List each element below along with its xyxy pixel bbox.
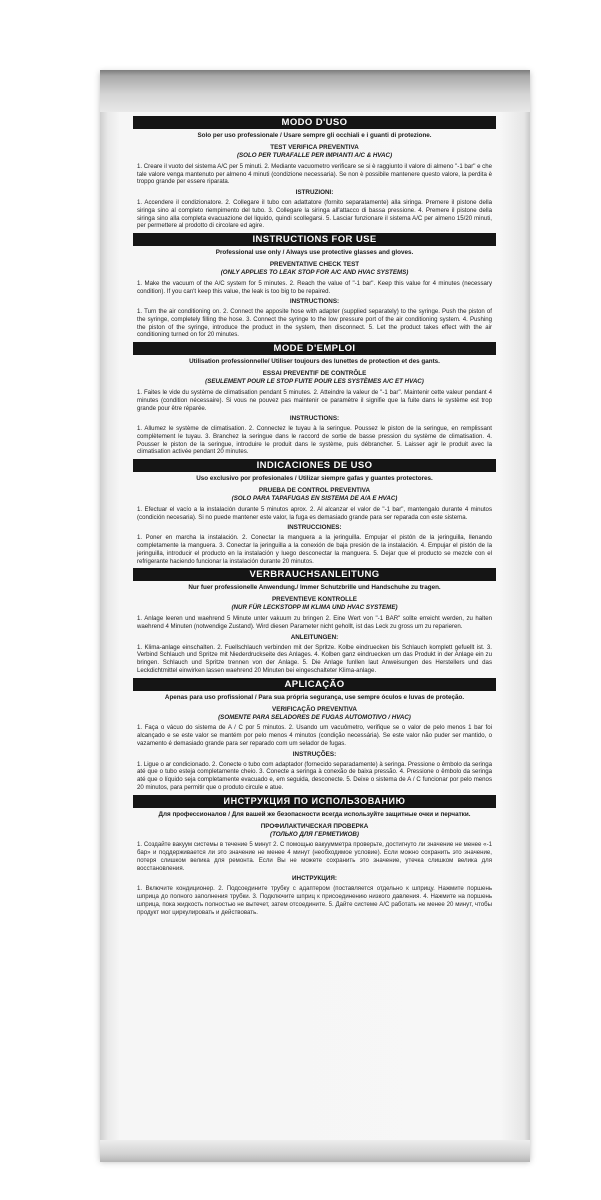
instructions-title: INSTRUCCIONES: (287, 524, 342, 532)
instructions-title: INSTRUÇÕES: (292, 750, 337, 758)
safety-note: Apenas para uso profissional / Para sua própria segurança, use sempre óculos e luvas de proteção. (164, 693, 465, 701)
check-subtitle: (ТОЛЬКО ДЛЯ ГЕРМЕТИКОВ) (270, 830, 359, 838)
instructions-text: 1. Poner en marcha la instalación. 2. Conectar la manguera a la jeringuilla. Empujar el pistón de la jeringuilla, llenando completamente la manguera. 3. Conectar la jeringuilla a la conexión de baja presión de la instalación. 4. Empujar el pistón de la jeringuilla, introducir el producto en la instalación y luego desconectar la manguera. 5. Dejar que el producto se mezcle con el refrigerante haciendo funcionar la instalación durante 20 minutos. (137, 534, 492, 565)
check-text: 1. Efectuar el vacío a la instalación durante 5 minutos aprox. 2. Al alcanzar el valor de "-1 bar", mantengalo durante 4 minutos (condición necesaria). Si no puede mantener este valor, la fuga es demasiado grande para ser reparada con este sistema. (137, 506, 492, 521)
instructions-title: ИНСТРУКЦИЯ: (292, 875, 337, 883)
section-spanish (137, 459, 492, 565)
instructions-title: ISTRUZIONI: (295, 189, 334, 197)
box-top-shadow (100, 70, 530, 112)
check-text: 1. Anlage leeren und waehrend 5 Minute unter vakuum zu bringen 2. Eine Wert von "-1 BAR" sollte erreicht werden, zu halten waehrend 4 Minuten (notwendige Zustand). Wird diesen Parameter nicht gehollt, ist das Leck zu gross um zu reparieren. (137, 615, 492, 630)
check-text: 1. Создайте вакуум системы в течение 5 минут 2. С помощью вакуумметра проверьте, достигнуто ли значение не менее «-1 бар» и поддерживается ли это значение не менее 4 минут (необходимое условие). Если можно сохранить это значение, потеря слишком велика для ремонта. Если Вы не можете сохранить это значение, утечка слишком велика для восстановления. (137, 841, 492, 872)
section-russian (137, 795, 492, 917)
check-title: PREVENTATIVE CHECK TEST (269, 260, 360, 268)
safety-note: Utilisation professionnelle/ Utiliser toujours des lunettes de protection et des gants. (189, 358, 440, 366)
section-header: INDICACIONES DE USO (133, 459, 496, 472)
check-text: 1. Faça o vácuo do sistema de A / C por 5 minutos. 2. Usando um vacuômetro, verifique se o valor de pelo menos 1 bar foi alcançado e se este valor se mantém por pelo menos 4 minutos (condição necessária). Se este valor não puder ser mantido, o vazamento é demasiado grande para ser reparado com um selador de fugas. (137, 724, 492, 747)
check-title: VERIFICAÇÃO PREVENTIVA (272, 705, 357, 713)
instructions-text: 1. Accendere il condizionatore. 2. Collegare il tubo con adattatore (fornito separatamente) alla siringa. Premere il pistone della siringa sino al completo riempimento del tubo. 3. Collegare la siringa all'attacco di bassa pressione. 4. Premere il pistone della siringa sino alla completa evacuazione del liquido, quindi scollegarsi. 5. Lasciar funzionare il sistema A/C per almeno 15/20 minuti, per permettere al prodotto di circolare ed agire. (137, 199, 492, 230)
instructions-text: 1. Включите кондиционер. 2. Подсоедините трубку с адаптером (поставляется отдельно к шприцу. Нажмите поршень шприца до полного заполнения трубки. 3. Подключите шприц к присоединению низкого давления. 4. Нажмите на поршень шприца, пока жидкость полностью не вытечет, затем отсоедините. 5. Дайте системе A/C работать не менее 20 минут, чтобы продукт мог циркулировать и действовать. (137, 885, 492, 916)
safety-note: Professional use only / Always use protective glasses and gloves. (215, 248, 414, 256)
safety-note: Uso exclusivo por profesionales / Utilizar siempre gafas y guantes protectores. (196, 475, 433, 483)
check-title: PREVENTIEVE KONTROLLE (271, 596, 358, 604)
section-header: MODE D'EMPLOI (133, 342, 496, 355)
instructions-text: 1. Klima-anlage einschalten. 2. Fuellschlauch verbinden mit der Spritze. Kolbe eindruecken bis Schlauch komplett gefuellt ist. 3. Verbind Schlauch und Spritze mit Niederdruckseite des Anlages. 4. Kolben ganz eindruecken um das Produkt in der Anlage ein zu bringen. Schlauch und Spritze trennen von der Anlage. 5. Die Anlage funllen laut Anweisungen des Herstellers und das Leckdichtmittel einwirken lassen waehrend 20 Minuten bei eingeschalteter Klima-anlage. (137, 643, 492, 674)
section-header: ИНСТРУКЦИЯ ПО ИСПОЛЬЗОВАНИЮ (133, 795, 496, 808)
instructions-text: 1. Turn the air conditioning on. 2. Connect the apposite hose with adapter (supplied separately) to the syringe. Push the piston of the syringe, completely filling the hose. 3. Connect the syringe to the low pressure port of the air conditioning system. 4. Pushing the piston of the syringe, introduce the product in the system, then disconnect. 5. Let the product takes effect with the air conditioning turned on for 20 minutes. (137, 308, 492, 339)
check-subtitle: (ONLY APPLIES TO LEAK STOP FOR A/C AND HVAC SYSTEMS) (220, 268, 409, 276)
check-subtitle: (SEULEMENT POUR LE STOP FUITE POUR LES SYSTÈMES A/C ET HVAC) (205, 378, 424, 386)
section-header: VERBRAUCHSANLEITUNG (133, 568, 496, 581)
safety-note: Nur fuer professionelle Anwendung./ Immer Schutzbrille und Handschuhe zu tragen. (188, 584, 441, 592)
check-subtitle: (SOLO PARA TAPAFUGAS EN SISTEMA DE A/A E HVAC) (231, 495, 398, 503)
check-text: 1. Make the vacuum of the A/C system for 5 minutes. 2. Reach the value of "-1 bar". Keep this value for 4 minutes (necessary condition). If you can't keep this value, the leak is too big to be repaired. (137, 279, 492, 295)
check-title: ПРОФИЛАКТИЧЕСКАЯ ПРОВЕРКА (260, 822, 369, 830)
check-subtitle: (SOMENTE PARA SELADORES DE FUGAS AUTOMOTIVO / HVAC) (218, 713, 411, 721)
instructions-title: ANLEITUNGEN: (290, 633, 339, 641)
check-subtitle: (NUR FÜR LECKSTOPP IM KLIMA UND HVAC SYSTEME) (231, 604, 398, 612)
check-title: PRUEBA DE CONTROL PREVENTIVA (258, 487, 371, 495)
section-german (137, 568, 492, 674)
check-title: ESSAI PREVENTIF DE CONTRÔLE (262, 370, 367, 378)
check-subtitle: (SOLO PER TURAFALLE PER IMPIANTI A/C & HVAC) (236, 151, 393, 159)
instructions-panel (137, 116, 492, 919)
instructions-text: 1. Allumez le système de climatisation. 2. Connectez le tuyau à la seringue. Poussez le piston de la seringue, en remplissant complètement le tuyau. 3. Branchez la seringue dans le raccord de sortie de basse pression du système de climatisation. 4. Pousser le piston de la seringue, introduire le produit dans le système, puis débrancher. 5. Laisser agir le produit avec la climatisation activée pendant 20 minutes. (137, 425, 492, 456)
safety-note: Для профессионалов / Для вашей же безопасности всегда используйте защитные очки и перчатки. (158, 810, 471, 818)
section-header: INSTRUCTIONS FOR USE (133, 233, 496, 246)
section-italian (137, 116, 492, 230)
section-header: APLICAÇÃO (133, 678, 496, 691)
box-bottom-shadow (100, 1140, 530, 1162)
section-header: MODO D'USO (133, 116, 496, 129)
instructions-title: INSTRUCTIONS: (289, 298, 340, 306)
section-french (137, 342, 492, 456)
check-text: 1. Faites le vide du système de climatisation pendant 5 minutes. 2. Atteindre la valeur de "-1 bar". Maintenir cette valeur pendant 4 minutes (condition nécessaire). Si vous ne pouvez pas maintenir ce paramètre il signifie que la fuite dans le système est trop grande pour être réparée. (137, 389, 492, 412)
check-text: 1. Creare il vuoto del sistema A/C per 5 minuti. 2. Mediante vacuometro verificare se si è raggiunto il valore di almeno "-1 bar" e che tale valore venga mantenuto per almeno 4 minuti (condizione necessaria). Se non è possibile mantenere questo valore, la perdita è troppo grande per essere riparata. (137, 162, 492, 186)
section-english (137, 233, 492, 339)
safety-note: Solo per uso professionale / Usare sempre gli occhiali e i guanti di protezione. (197, 132, 432, 139)
instructions-title: INSTRUCTIONS: (289, 415, 340, 423)
check-title: TEST VERIFICA PREVENTIVA (270, 143, 359, 151)
instructions-text: 1. Ligue o ar condicionado. 2. Conecte o tubo com adaptador (fornecido separadamente) à seringa. Pressione o êmbolo da seringa até que o tubo esteja completamente cheio. 3. Conecte a seringa à conexão de baixa pressão. 4. Pressione o êmbolo da seringa até que o líquido seja completamente evacuado e, em seguida, desconecte. 5. Deixe o sistema de A / C funcionar por pelo menos 20 minutos, para permitir que o produto circule e atue. (137, 760, 492, 791)
section-portuguese (137, 678, 492, 792)
